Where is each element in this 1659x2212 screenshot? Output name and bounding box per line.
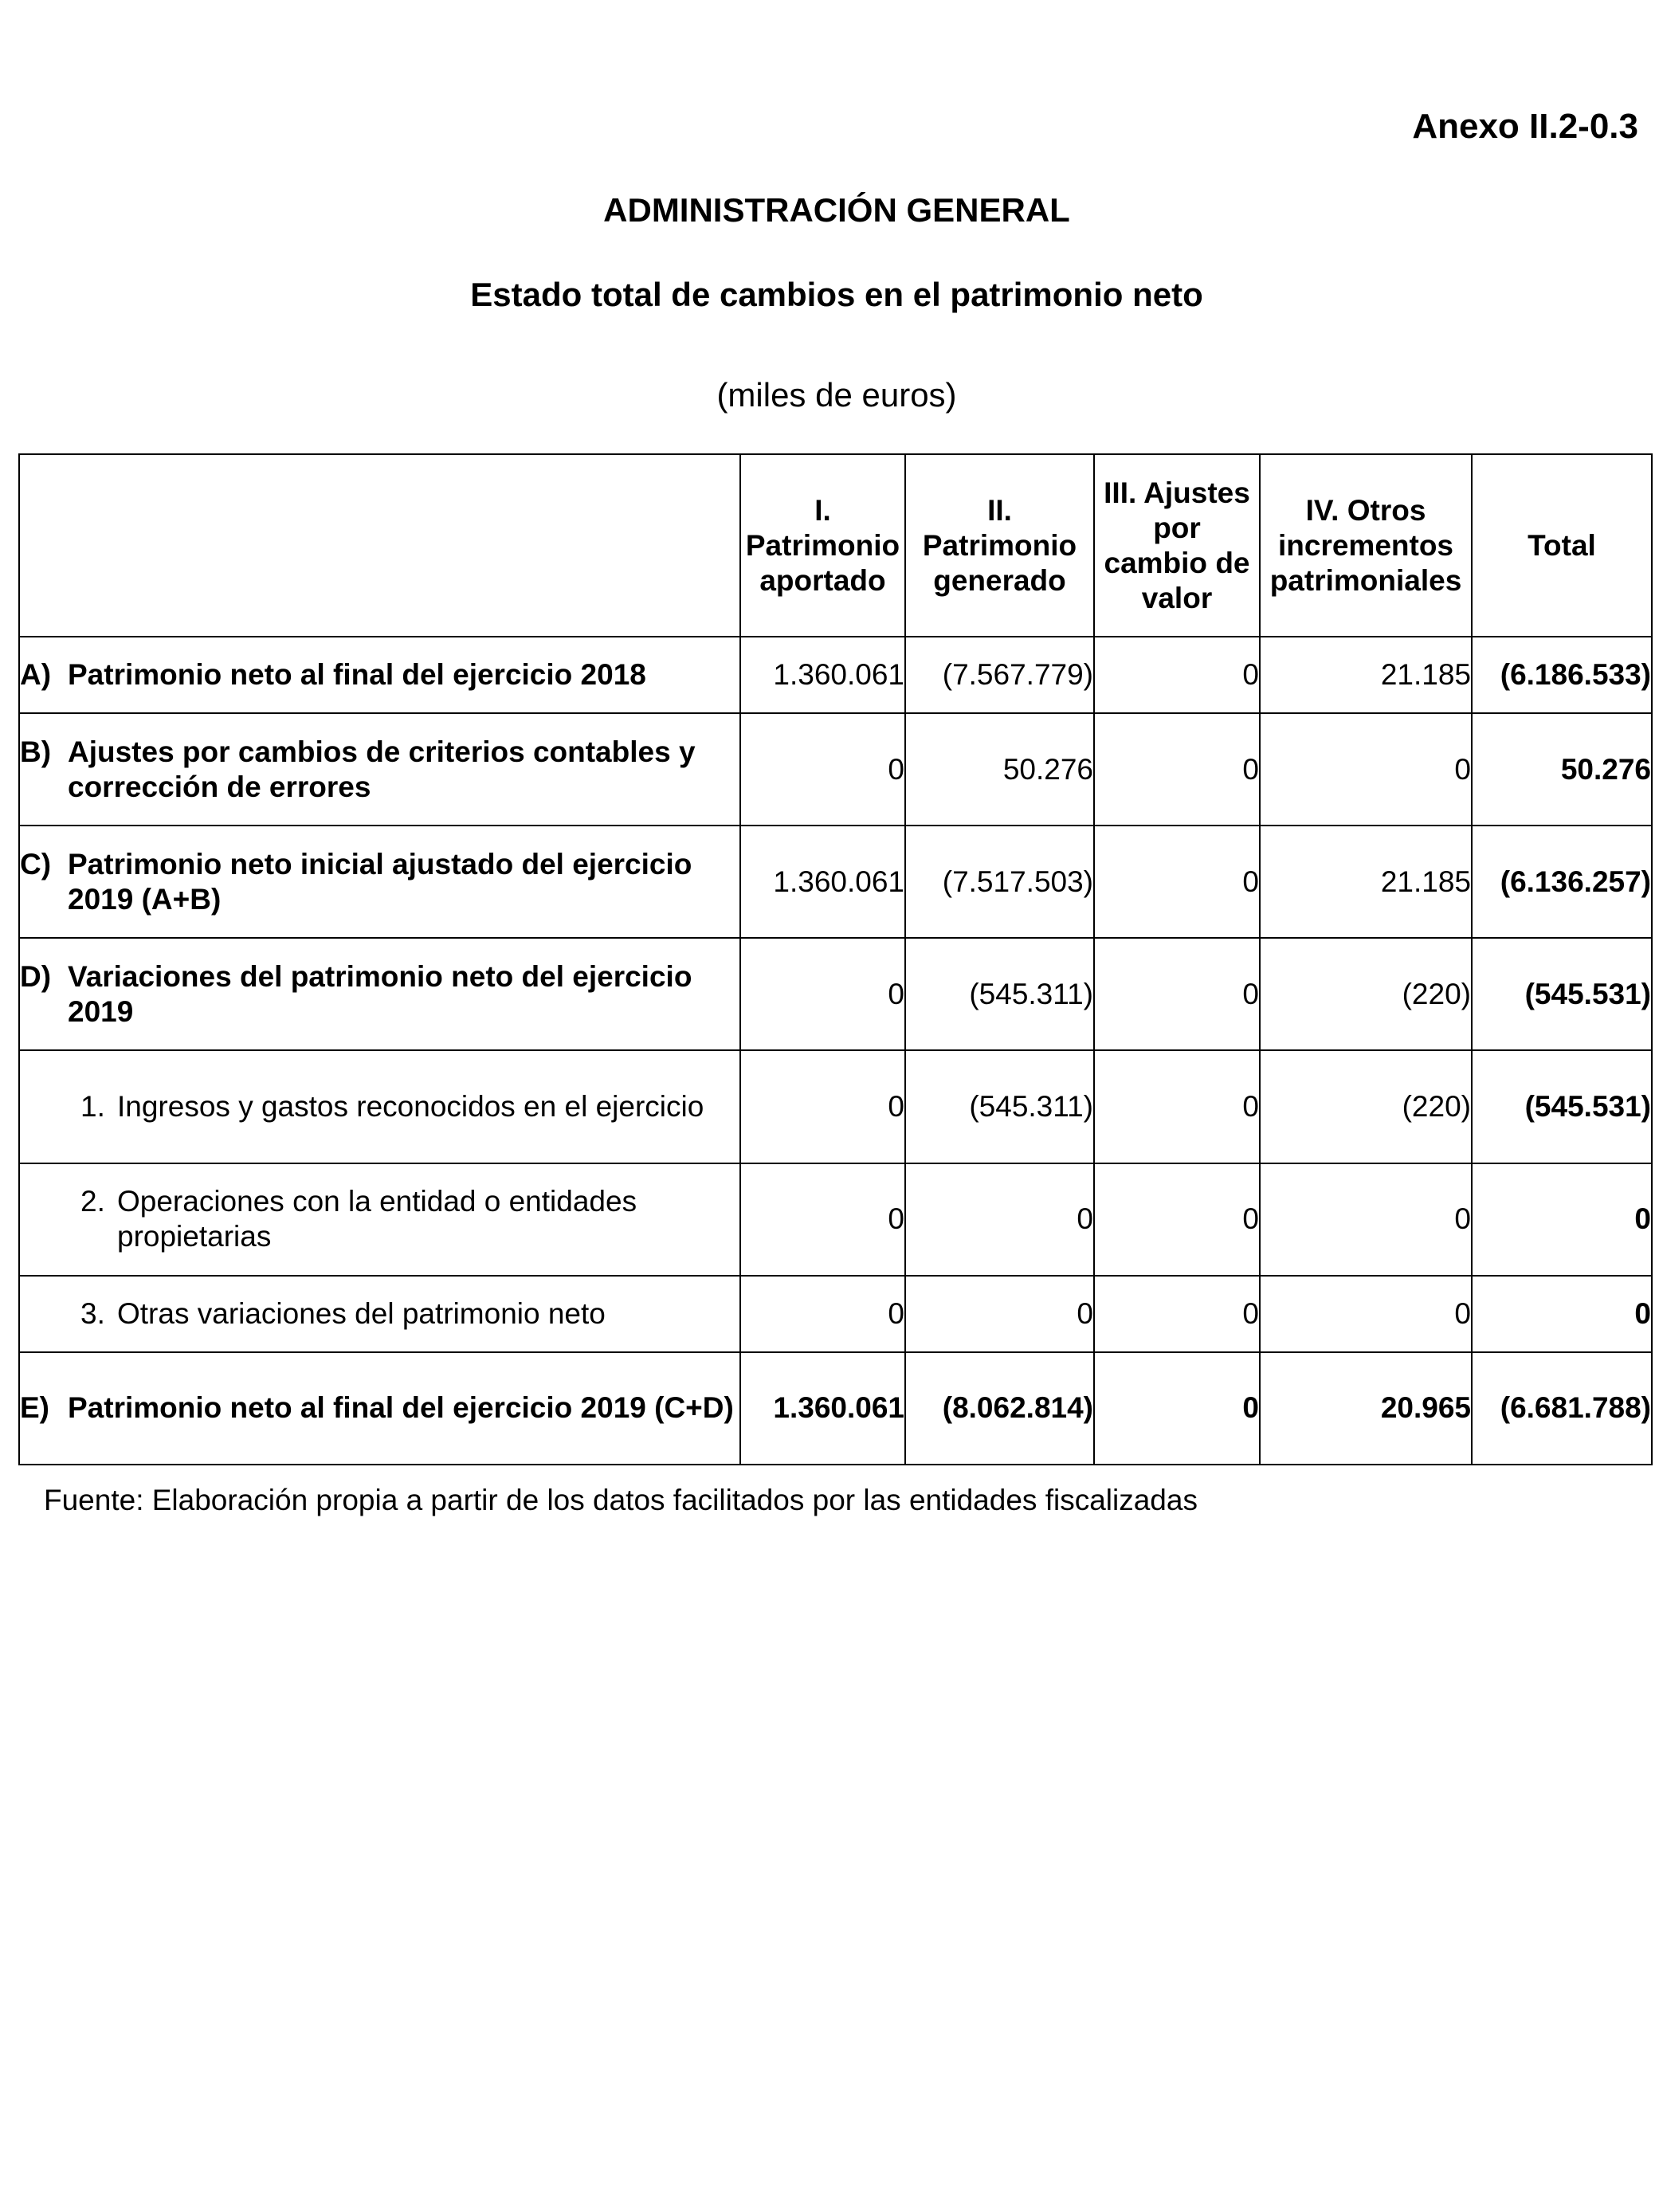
value-cell: 0	[740, 713, 905, 826]
value-cell: (220)	[1260, 1050, 1472, 1163]
total-cell: 0	[1472, 1163, 1652, 1276]
table-header-row	[19, 454, 1652, 637]
header-otros-incrementos: IV. Otros incrementos patrimoniales	[1260, 454, 1472, 637]
value-cell: 0	[740, 1050, 905, 1163]
table-row	[19, 938, 1652, 1050]
value-cell: 50.276	[905, 713, 1094, 826]
value-cell: (545.311)	[905, 938, 1094, 1050]
total-cell: 0	[1472, 1276, 1652, 1352]
header-patrimonio-generado: II. Patrimonio generado	[905, 454, 1094, 637]
value-cell: 0	[1094, 637, 1260, 713]
total-cell: 50.276	[1472, 713, 1652, 826]
value-cell: (220)	[1260, 938, 1472, 1050]
header-total: Total	[1472, 454, 1652, 637]
value-cell: 0	[1094, 1050, 1260, 1163]
value-cell: 0	[1260, 713, 1472, 826]
value-cell: 0	[740, 938, 905, 1050]
value-cell: 0	[740, 1163, 905, 1276]
table-row	[19, 1163, 1652, 1276]
value-cell: 21.185	[1260, 637, 1472, 713]
header-patrimonio-aportado: I. Patrimonio aportado	[740, 454, 905, 637]
value-cell: 0	[1260, 1163, 1472, 1276]
annex-label: Anexo II.2-0.3	[1412, 107, 1638, 146]
total-cell: (6.136.257)	[1472, 826, 1652, 938]
value-cell: 0	[1094, 1163, 1260, 1276]
statement-title: Estado total de cambios en el patrimonio neto	[470, 276, 1203, 313]
units-note: (miles de euros)	[716, 376, 957, 414]
equity-changes-table	[18, 453, 1653, 1465]
value-cell: 1.360.061	[740, 637, 905, 713]
value-cell: 0	[905, 1163, 1094, 1276]
table-row	[19, 1050, 1652, 1163]
row-label: 3. Otras variaciones del patrimonio neto	[19, 1276, 740, 1352]
value-cell: 1.360.061	[740, 1352, 905, 1465]
value-cell: (7.517.503)	[905, 826, 1094, 938]
table-row	[19, 637, 1652, 713]
row-label: A) Patrimonio neto al final del ejercicio 2018	[19, 637, 740, 713]
table-row	[19, 826, 1652, 938]
value-cell: 0	[1094, 1276, 1260, 1352]
table-row	[19, 1352, 1652, 1465]
value-cell: 21.185	[1260, 826, 1472, 938]
value-cell: (8.062.814)	[905, 1352, 1094, 1465]
row-label: C) Patrimonio neto inicial ajustado del ejercicio 2019 (A+B)	[19, 826, 740, 938]
value-cell: 0	[1094, 826, 1260, 938]
row-label: 2. Operaciones con la entidad o entidades propietarias	[19, 1163, 740, 1276]
row-label: B) Ajustes por cambios de criterios contables y corrección de errores	[19, 713, 740, 826]
value-cell: (545.311)	[905, 1050, 1094, 1163]
total-cell: (6.681.788)	[1472, 1352, 1652, 1465]
row-label: E) Patrimonio neto al final del ejercicio 2019 (C+D)	[19, 1352, 740, 1465]
value-cell: 0	[1094, 1352, 1260, 1465]
value-cell: 0	[1094, 938, 1260, 1050]
table-row	[19, 713, 1652, 826]
table-row	[19, 1276, 1652, 1352]
value-cell: 20.965	[1260, 1352, 1472, 1465]
value-cell: 0	[905, 1276, 1094, 1352]
value-cell: (7.567.779)	[905, 637, 1094, 713]
row-label: 1. Ingresos y gastos reconocidos en el ejercicio	[19, 1050, 740, 1163]
row-label: D) Variaciones del patrimonio neto del ejercicio 2019	[19, 938, 740, 1050]
value-cell: 0	[1094, 713, 1260, 826]
value-cell: 0	[740, 1276, 905, 1352]
total-cell: (545.531)	[1472, 938, 1652, 1050]
header-empty	[19, 454, 740, 637]
value-cell: 0	[1260, 1276, 1472, 1352]
total-cell: (545.531)	[1472, 1050, 1652, 1163]
organization-heading: ADMINISTRACIÓN GENERAL	[603, 191, 1070, 229]
value-cell: 1.360.061	[740, 826, 905, 938]
header-ajustes-cambio-valor: III. Ajustes por cambio de valor	[1094, 454, 1260, 637]
source-note: Fuente: Elaboración propia a partir de los datos facilitados por las entidades fiscalizadas	[44, 1484, 1198, 1516]
total-cell: (6.186.533)	[1472, 637, 1652, 713]
